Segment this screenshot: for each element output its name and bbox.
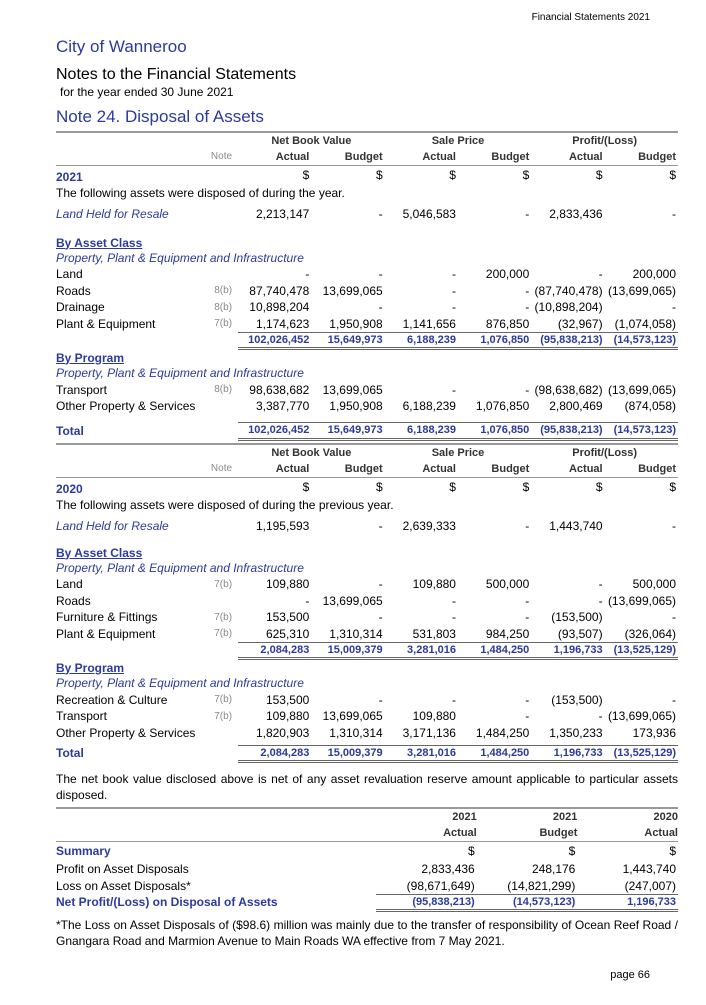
cell: 625,310	[265, 626, 310, 641]
col-header-note: Note	[198, 149, 238, 166]
subtotal-cell: 1,076,850	[458, 332, 531, 349]
currency-label: $	[302, 480, 310, 495]
ppe-heading: Property, Plant & Equipment and Infrastructure	[56, 366, 304, 381]
cell: 153,500	[265, 692, 310, 707]
row-label: Land	[56, 577, 83, 592]
cell: -	[378, 692, 383, 707]
subtotal-cell: 6,188,239	[385, 332, 458, 349]
total-cell: (14,573,123)	[605, 423, 678, 440]
currency-label: $	[375, 168, 383, 183]
row-label: Roads	[56, 283, 91, 298]
cell: 876,850	[485, 316, 530, 331]
total-label: Total	[56, 746, 84, 761]
row-label: Land Held for Resale	[56, 206, 169, 221]
note-ref: 7(b)	[214, 578, 233, 590]
note-ref	[198, 398, 238, 415]
total-cell: 1,076,850	[458, 423, 531, 440]
table-row	[56, 861, 678, 878]
cell: 1,443,740	[549, 518, 603, 533]
col-header-budget: Budget	[605, 461, 678, 478]
cell: -	[525, 709, 530, 724]
note-ref	[198, 593, 238, 610]
total-cell: 6,188,239	[385, 423, 458, 440]
cell: -	[451, 267, 456, 282]
note-ref: 8(b)	[214, 301, 233, 313]
cell: -	[451, 382, 456, 397]
note-ref	[198, 725, 238, 742]
total-cell: 15,009,379	[311, 745, 384, 762]
cell: 87,740,478	[249, 283, 310, 298]
total-cell: 15,649,973	[311, 423, 384, 440]
cell: 2,833,436	[549, 206, 603, 221]
note-ref	[198, 266, 238, 283]
cell: 109,880	[265, 709, 310, 724]
cell: -	[525, 593, 530, 608]
subtotal-cell: 15,649,973	[311, 332, 384, 349]
col-header-budget: Budget	[311, 149, 384, 166]
currency-label: $	[522, 480, 530, 495]
total-cell: 3,281,016	[385, 745, 458, 762]
col-type: Budget	[477, 825, 578, 842]
col-header-actual: Actual	[385, 461, 458, 478]
cell: 2,213,147	[255, 206, 310, 221]
cell: 1,076,850	[475, 399, 530, 414]
cell: 1,310,314	[329, 725, 383, 740]
summary-table	[56, 807, 678, 912]
row-label: Furniture & Fittings	[56, 610, 158, 625]
currency-label: $	[449, 168, 456, 183]
cell: -	[451, 300, 456, 315]
subtotal-row	[56, 332, 678, 349]
nbv-note: The net book value disclosed above is net of any asset revaluation reserve amount applicable to particular assets disposed.	[56, 772, 678, 802]
col-type: Actual	[577, 825, 678, 842]
col-header-actual: Actual	[238, 461, 311, 478]
cell: -	[525, 382, 530, 397]
row-label: Recreation & Culture	[56, 692, 168, 707]
row-label: Drainage	[56, 300, 105, 315]
cell: -	[378, 610, 383, 625]
currency-label: $	[669, 168, 676, 183]
year-label: 2021	[56, 170, 83, 185]
row-label: Transport	[56, 382, 107, 397]
period-subtitle: for the year ended 30 June 2021	[60, 85, 234, 99]
organisation-name: City of Wanneroo	[56, 37, 187, 56]
subtotal-cell: 1,484,250	[458, 642, 531, 659]
col-year: 2021	[376, 808, 477, 825]
cell: -	[525, 692, 530, 707]
subtotal-row	[56, 642, 678, 659]
total-cell: (95,838,213)	[531, 423, 604, 440]
cell: -	[598, 709, 603, 724]
cell: 1,950,908	[329, 316, 383, 331]
cell: (32,967)	[557, 316, 603, 331]
cell: -	[525, 300, 530, 315]
cell: (153,500)	[551, 610, 603, 625]
note-ref: 7(b)	[214, 318, 233, 330]
col-year: 2021	[477, 808, 578, 825]
cell: -	[451, 610, 456, 625]
subtotal-cell: 3,281,016	[385, 642, 458, 659]
total-label: Total	[56, 423, 84, 438]
table-row	[56, 398, 678, 415]
note-ref: 7(b)	[214, 628, 233, 640]
subtotal-cell: 102,026,452	[238, 332, 311, 349]
table-row	[56, 593, 678, 610]
intro-text: The following assets were disposed of during the year.	[56, 186, 345, 201]
cell: -	[378, 300, 383, 315]
table-row	[56, 609, 678, 626]
note-ref: 7(b)	[214, 710, 233, 722]
group-header-sale: Sale Price	[385, 444, 532, 461]
year-label: 2020	[56, 482, 83, 497]
page-number: page 66	[610, 969, 650, 981]
cell: -	[672, 206, 676, 221]
col-header-budget: Budget	[605, 149, 678, 166]
total-cell: (13,525,129)	[605, 745, 678, 762]
cell: 10,898,204	[249, 300, 310, 315]
cell: 153,500	[265, 610, 310, 625]
cell: 13,699,065	[322, 593, 383, 608]
cell: (13,699,065)	[607, 382, 676, 397]
cell: 1,141,656	[402, 316, 456, 331]
cell: (87,740,478)	[534, 283, 603, 298]
cell: 2,639,333	[402, 518, 456, 533]
cell: (13,699,065)	[607, 593, 676, 608]
note-ref: 8(b)	[214, 384, 233, 396]
row-label: Other Property & Services	[56, 725, 196, 740]
col-header-actual: Actual	[238, 149, 311, 166]
row-label: Transport	[56, 709, 107, 724]
cell: (98,671,649)	[376, 878, 477, 895]
cell: -	[378, 577, 383, 592]
total-label: Net Profit/(Loss) on Disposal of Assets	[56, 895, 278, 910]
subtotal-cell: 1,196,733	[531, 642, 604, 659]
cell: -	[305, 593, 310, 608]
cell: 1,484,250	[475, 725, 530, 740]
total-cell: (14,573,123)	[477, 894, 578, 911]
cell: 5,046,583	[402, 206, 456, 221]
cell: -	[451, 692, 456, 707]
row-label: Profit on Asset Disposals	[56, 862, 189, 877]
currency-label: $	[595, 168, 603, 183]
total-cell: 1,196,733	[531, 745, 604, 762]
ppe-heading: Property, Plant & Equipment and Infrastructure	[56, 560, 304, 575]
subtotal-cell: 2,084,283	[238, 642, 311, 659]
currency-label: $	[449, 480, 456, 495]
table-row	[56, 299, 678, 316]
table-row	[56, 266, 678, 283]
cell: (326,064)	[624, 626, 676, 641]
col-year: 2020	[577, 808, 678, 825]
note-ref: 7(b)	[214, 611, 233, 623]
note-ref: 7(b)	[214, 694, 233, 706]
cell: 13,699,065	[322, 709, 383, 724]
cell: 1,174,623	[255, 316, 310, 331]
currency-label: $	[669, 480, 676, 495]
notes-title: Notes to the Financial Statements	[56, 66, 297, 83]
currency-label: $	[468, 844, 475, 859]
table-row	[56, 725, 678, 742]
cell: 500,000	[485, 577, 530, 592]
table-row	[56, 708, 678, 725]
cell: 109,880	[412, 709, 456, 724]
cell: -	[525, 610, 530, 625]
col-header-budget: Budget	[458, 461, 531, 478]
row-label: Land	[56, 267, 83, 282]
row-label: Plant & Equipment	[56, 626, 156, 641]
col-header-actual: Actual	[385, 149, 458, 166]
ppe-heading: Property, Plant & Equipment and Infrastructure	[56, 250, 304, 265]
cell: 3,171,136	[402, 725, 456, 740]
cell: 2,800,469	[549, 399, 603, 414]
cell: 200,000	[632, 267, 676, 282]
cell: 1,350,233	[549, 725, 603, 740]
cell: 1,195,593	[255, 518, 310, 533]
cell: (874,058)	[624, 399, 676, 414]
total-cell: 1,484,250	[458, 745, 531, 762]
total-cell: 102,026,452	[238, 423, 311, 440]
total-row	[56, 423, 678, 440]
cell: -	[378, 518, 383, 533]
cell: 109,880	[265, 577, 310, 592]
cell: 1,443,740	[622, 862, 676, 877]
document-header: Financial Statements 2021	[531, 12, 650, 23]
total-row	[56, 894, 678, 911]
subtotal-cell: 15,009,379	[311, 642, 384, 659]
cell: (153,500)	[551, 692, 603, 707]
table-row	[56, 626, 678, 643]
cell: 1,310,314	[329, 626, 383, 641]
table-row	[56, 382, 678, 399]
cell: 984,250	[485, 626, 530, 641]
cell: -	[525, 206, 530, 221]
cell: (14,821,299)	[477, 878, 578, 895]
total-cell: 1,196,733	[577, 894, 678, 911]
cell: (247,007)	[577, 878, 678, 895]
cell: 1,950,908	[329, 399, 383, 414]
cell: -	[598, 593, 603, 608]
table-row	[56, 576, 678, 593]
intro-text: The following assets were disposed of during the previous year.	[56, 498, 394, 513]
cell: -	[451, 283, 456, 298]
cell: 1,820,903	[255, 725, 310, 740]
row-label: Land Held for Resale	[56, 518, 169, 533]
cell: -	[672, 300, 676, 315]
total-cell: 2,084,283	[238, 745, 311, 762]
cell: -	[598, 267, 603, 282]
cell: -	[378, 206, 383, 221]
cell: 248,176	[531, 862, 576, 877]
cell: (98,638,682)	[534, 382, 603, 397]
note-title: Note 24. Disposal of Assets	[56, 107, 264, 126]
cell: -	[451, 593, 456, 608]
col-header-actual: Actual	[531, 461, 604, 478]
cell: -	[672, 518, 676, 533]
by-program-heading: By Program	[56, 660, 125, 675]
cell: (1,074,058)	[614, 316, 676, 331]
cell: (13,699,065)	[607, 709, 676, 724]
cell: 13,699,065	[322, 283, 383, 298]
table-row	[56, 283, 678, 300]
group-header-sale: Sale Price	[385, 132, 532, 149]
row-label: Roads	[56, 593, 91, 608]
cell: -	[378, 267, 383, 282]
table-row	[56, 692, 678, 709]
currency-label: $	[522, 168, 530, 183]
group-header-profit: Profit/(Loss)	[531, 132, 678, 149]
footnote: *The Loss on Asset Disposals of ($98.6) million was mainly due to the transfer of responsibility of Ocean Reef Road / Gnangara Road and Marmion Avenue to Main Roads WA effective from 7 May 2021.	[56, 918, 678, 948]
currency-label: $	[669, 844, 676, 859]
cell: -	[525, 518, 530, 533]
group-header-profit: Profit/(Loss)	[531, 444, 678, 461]
cell: (13,699,065)	[607, 283, 676, 298]
subtotal-cell: (14,573,123)	[605, 332, 678, 349]
cell: -	[305, 267, 310, 282]
total-cell: (95,838,213)	[376, 894, 477, 911]
currency-label: $	[375, 480, 383, 495]
by-program-heading: By Program	[56, 350, 125, 365]
cell: 531,803	[412, 626, 456, 641]
group-header-nbv: Net Book Value	[238, 132, 385, 149]
cell: 173,936	[632, 725, 676, 740]
currency-label: $	[302, 168, 310, 183]
cell: -	[672, 692, 676, 707]
cell: 13,699,065	[322, 382, 383, 397]
by-asset-class-heading: By Asset Class	[56, 545, 143, 560]
row-label: Other Property & Services	[56, 399, 196, 414]
cell: -	[598, 577, 603, 592]
currency-label: $	[568, 844, 576, 859]
cell: 500,000	[632, 577, 676, 592]
col-header-note: Note	[198, 461, 238, 478]
cell: (93,507)	[557, 626, 603, 641]
total-row	[56, 745, 678, 762]
col-header-budget: Budget	[311, 461, 384, 478]
cell: 98,638,682	[249, 382, 310, 397]
note-ref: 8(b)	[214, 285, 233, 297]
cell: 6,188,239	[402, 399, 456, 414]
cell: 109,880	[412, 577, 456, 592]
summary-heading: Summary	[56, 844, 111, 859]
row-label: Loss on Asset Disposals*	[56, 878, 191, 893]
cell: 3,387,770	[255, 399, 310, 414]
table-row	[56, 316, 678, 333]
table-row	[56, 878, 678, 895]
disposal-table-2021	[56, 131, 678, 441]
cell: 200,000	[485, 267, 530, 282]
subtotal-cell: (13,525,129)	[605, 642, 678, 659]
by-asset-class-heading: By Asset Class	[56, 235, 143, 250]
cell: 2,833,436	[421, 862, 475, 877]
currency-label: $	[595, 480, 603, 495]
col-type: Actual	[376, 825, 477, 842]
col-header-budget: Budget	[458, 149, 531, 166]
subtotal-cell: (95,838,213)	[531, 332, 604, 349]
group-header-nbv: Net Book Value	[238, 444, 385, 461]
cell: -	[672, 610, 676, 625]
cell: -	[525, 283, 530, 298]
col-header-actual: Actual	[531, 149, 604, 166]
cell: (10,898,204)	[534, 300, 603, 315]
ppe-heading: Property, Plant & Equipment and Infrastructure	[56, 676, 304, 691]
disposal-table-2020	[56, 443, 678, 763]
row-label: Plant & Equipment	[56, 316, 156, 331]
